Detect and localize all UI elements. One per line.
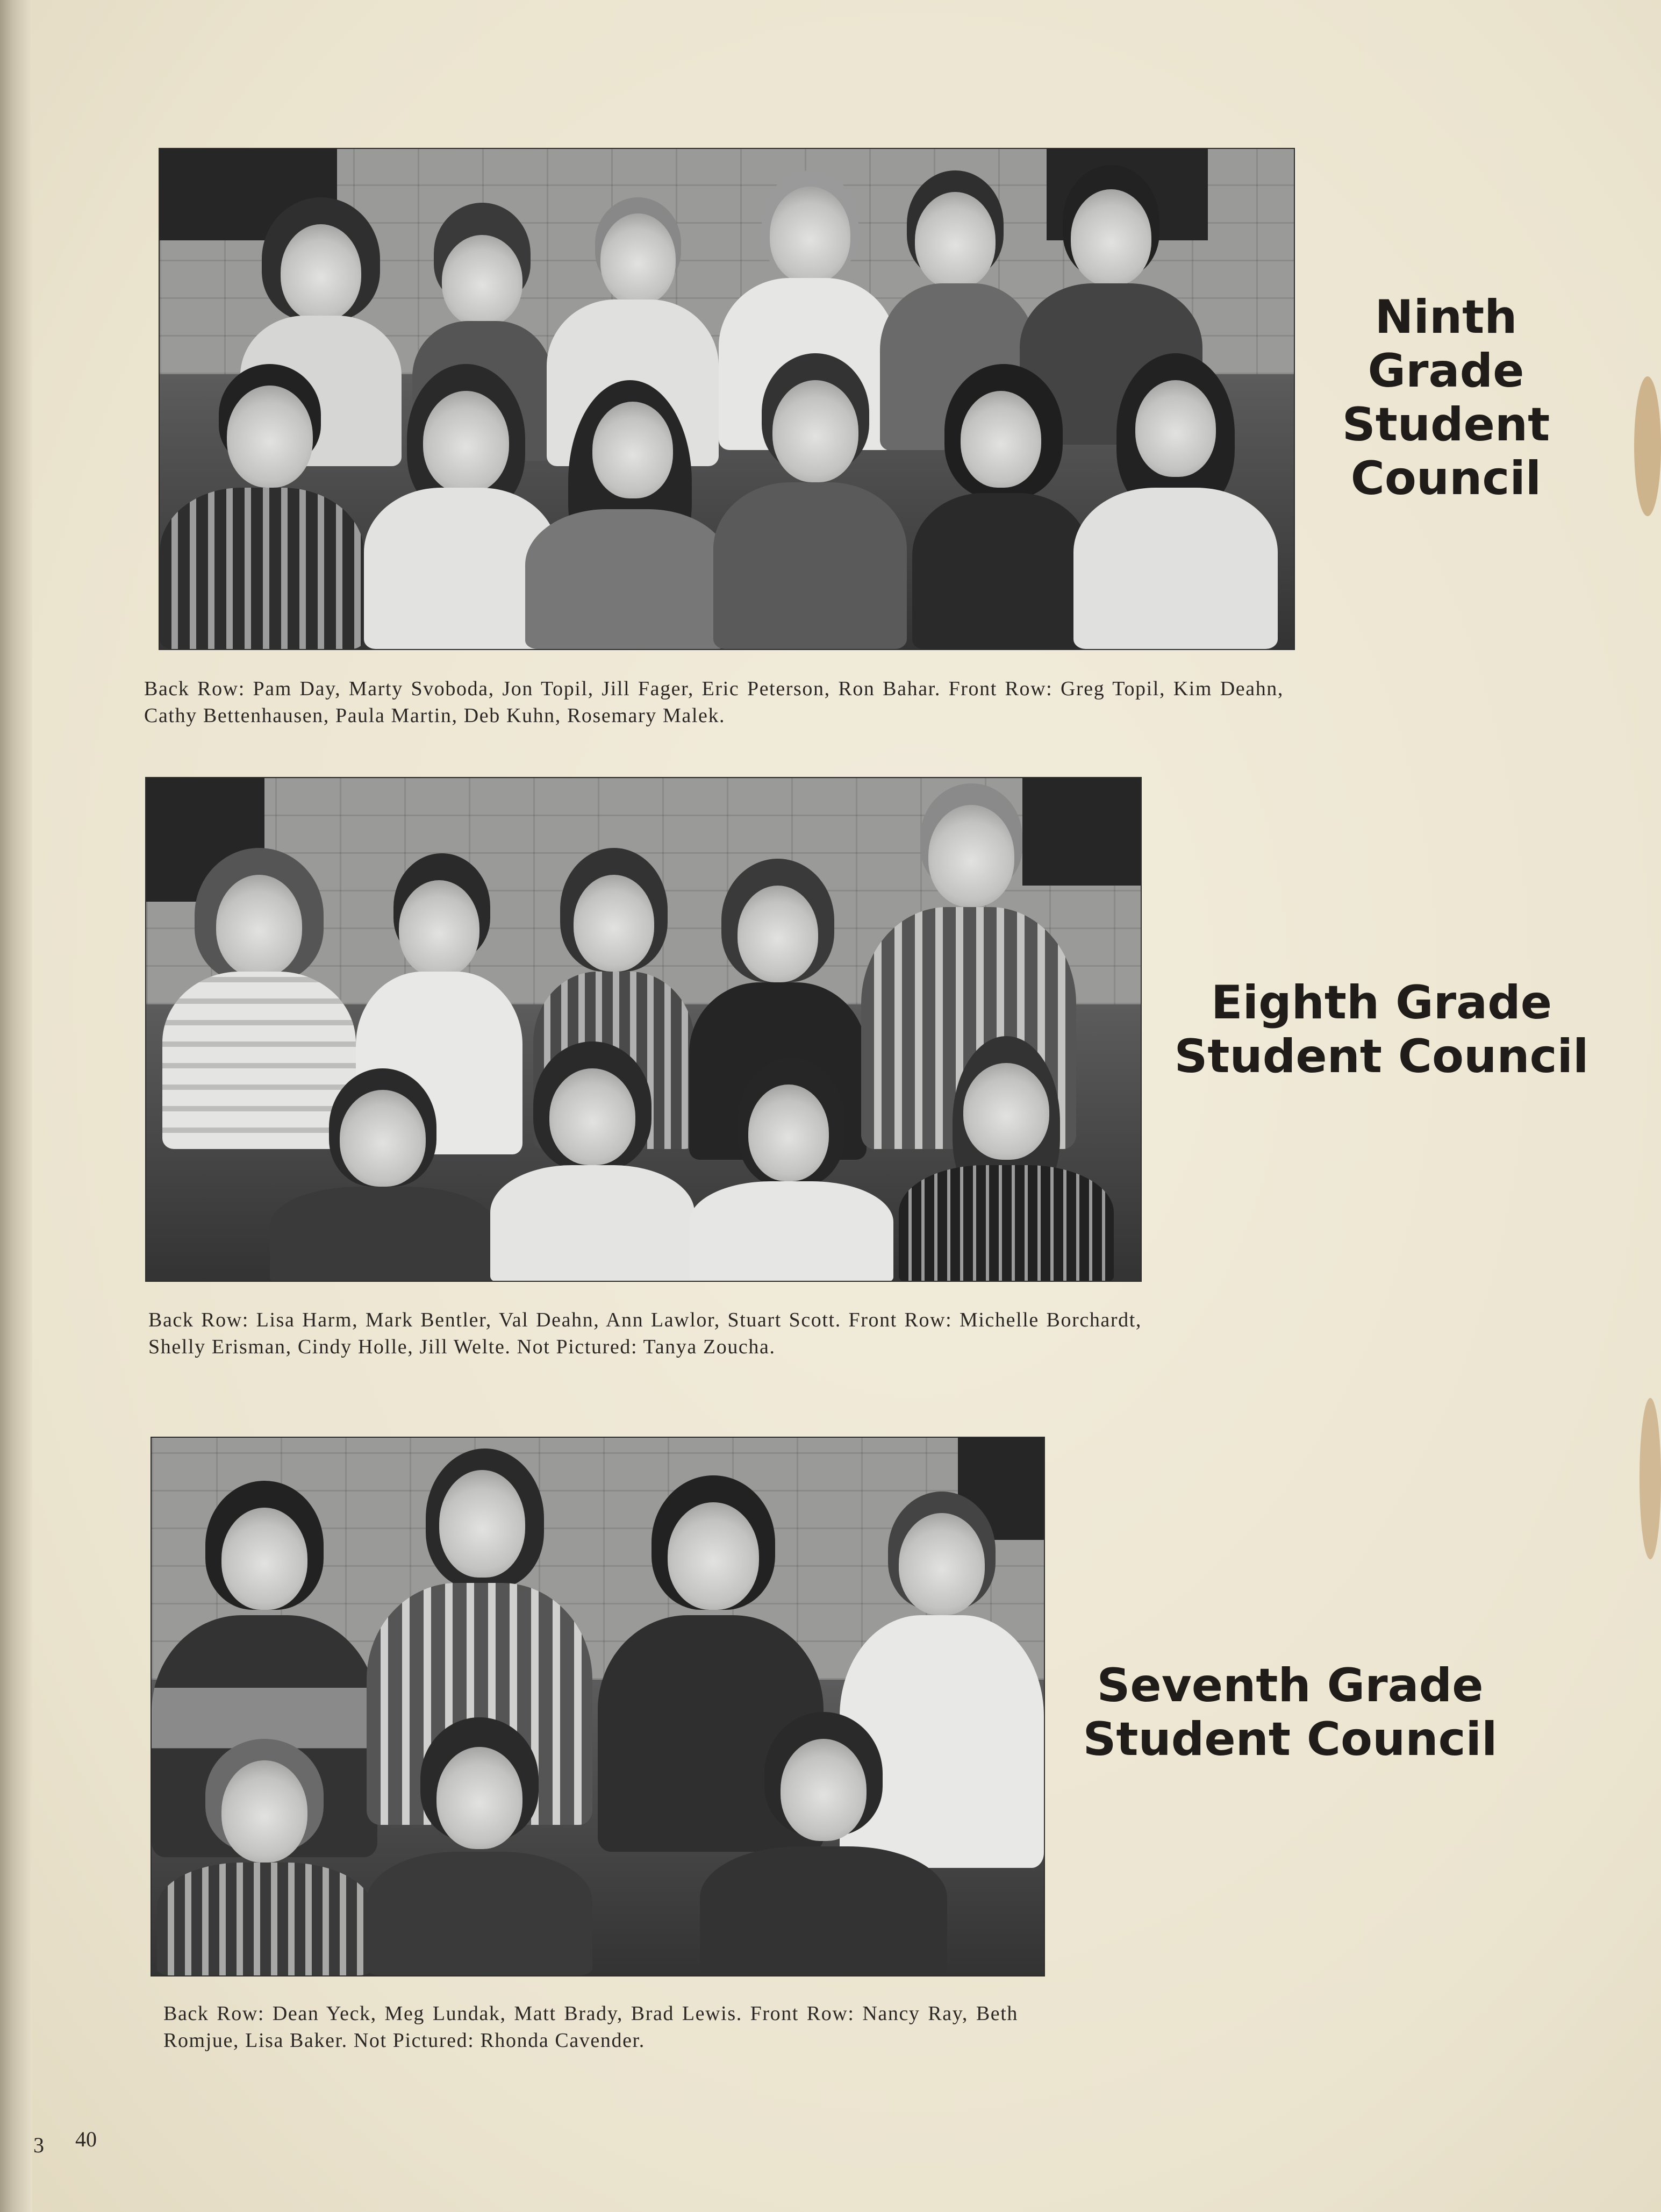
student-figure: [525, 380, 729, 649]
student-figure: [157, 1739, 372, 1975]
title-line: Council: [1350, 452, 1542, 505]
student-figure: [899, 1036, 1114, 1282]
title-line: Student: [1342, 398, 1550, 452]
student-figure: [490, 1041, 695, 1282]
ninth-grade-title: [1338, 290, 1553, 505]
title-line: Student Council: [1083, 1712, 1498, 1766]
eighth-grade-photo: [145, 777, 1142, 1282]
title-line: Grade: [1368, 344, 1524, 398]
student-figure: [700, 1712, 947, 1975]
student-figure: [270, 1068, 496, 1282]
margin-mark: 3: [33, 2133, 44, 2157]
student-figure: [367, 1717, 592, 1975]
eighth-grade-title: [1172, 976, 1591, 1083]
seventh-grade-photo: [151, 1437, 1045, 1976]
seventh-grade-title: [1080, 1659, 1500, 1766]
student-figure: [713, 353, 907, 649]
student-figure: [689, 1058, 893, 1282]
title-line: Eighth Grade: [1211, 976, 1552, 1030]
page-number: 40: [75, 2127, 97, 2151]
student-figure: [1073, 353, 1278, 649]
ninth-grade-photo: [159, 148, 1295, 650]
page-binding: [0, 0, 32, 2212]
title-line: Ninth: [1374, 290, 1517, 344]
seventh-grade-caption: Back Row: Dean Yeck, Meg Lundak, Matt Brady, Brad Lewis. Front Row: Nancy Ray, Beth Romjue, Lisa Baker. Not Pictured: Rhonda Cavender.: [163, 2002, 1018, 2052]
student-figure: [160, 364, 364, 649]
paper-stain: [1634, 376, 1661, 516]
title-line: Seventh Grade: [1097, 1659, 1484, 1712]
eighth-grade-caption: Back Row: Lisa Harm, Mark Bentler, Val Deahn, Ann Lawlor, Stuart Scott. Front Row: Michelle Borchardt, Shelly Erisman, Cindy Holle, Jill Welte. Not Pictured: Tanya Zoucha.: [148, 1309, 1142, 1358]
paper-stain: [1639, 1398, 1661, 1559]
title-line: Student Council: [1174, 1030, 1589, 1083]
student-figure: [912, 364, 1090, 649]
ninth-grade-caption: Back Row: Pam Day, Marty Svoboda, Jon Topil, Jill Fager, Eric Peterson, Ron Bahar. Front Row: Greg Topil, Kim Deahn, Cathy Bettenhausen, Paula Martin, Deb Kuhn, Rosemary Malek.: [144, 677, 1284, 727]
